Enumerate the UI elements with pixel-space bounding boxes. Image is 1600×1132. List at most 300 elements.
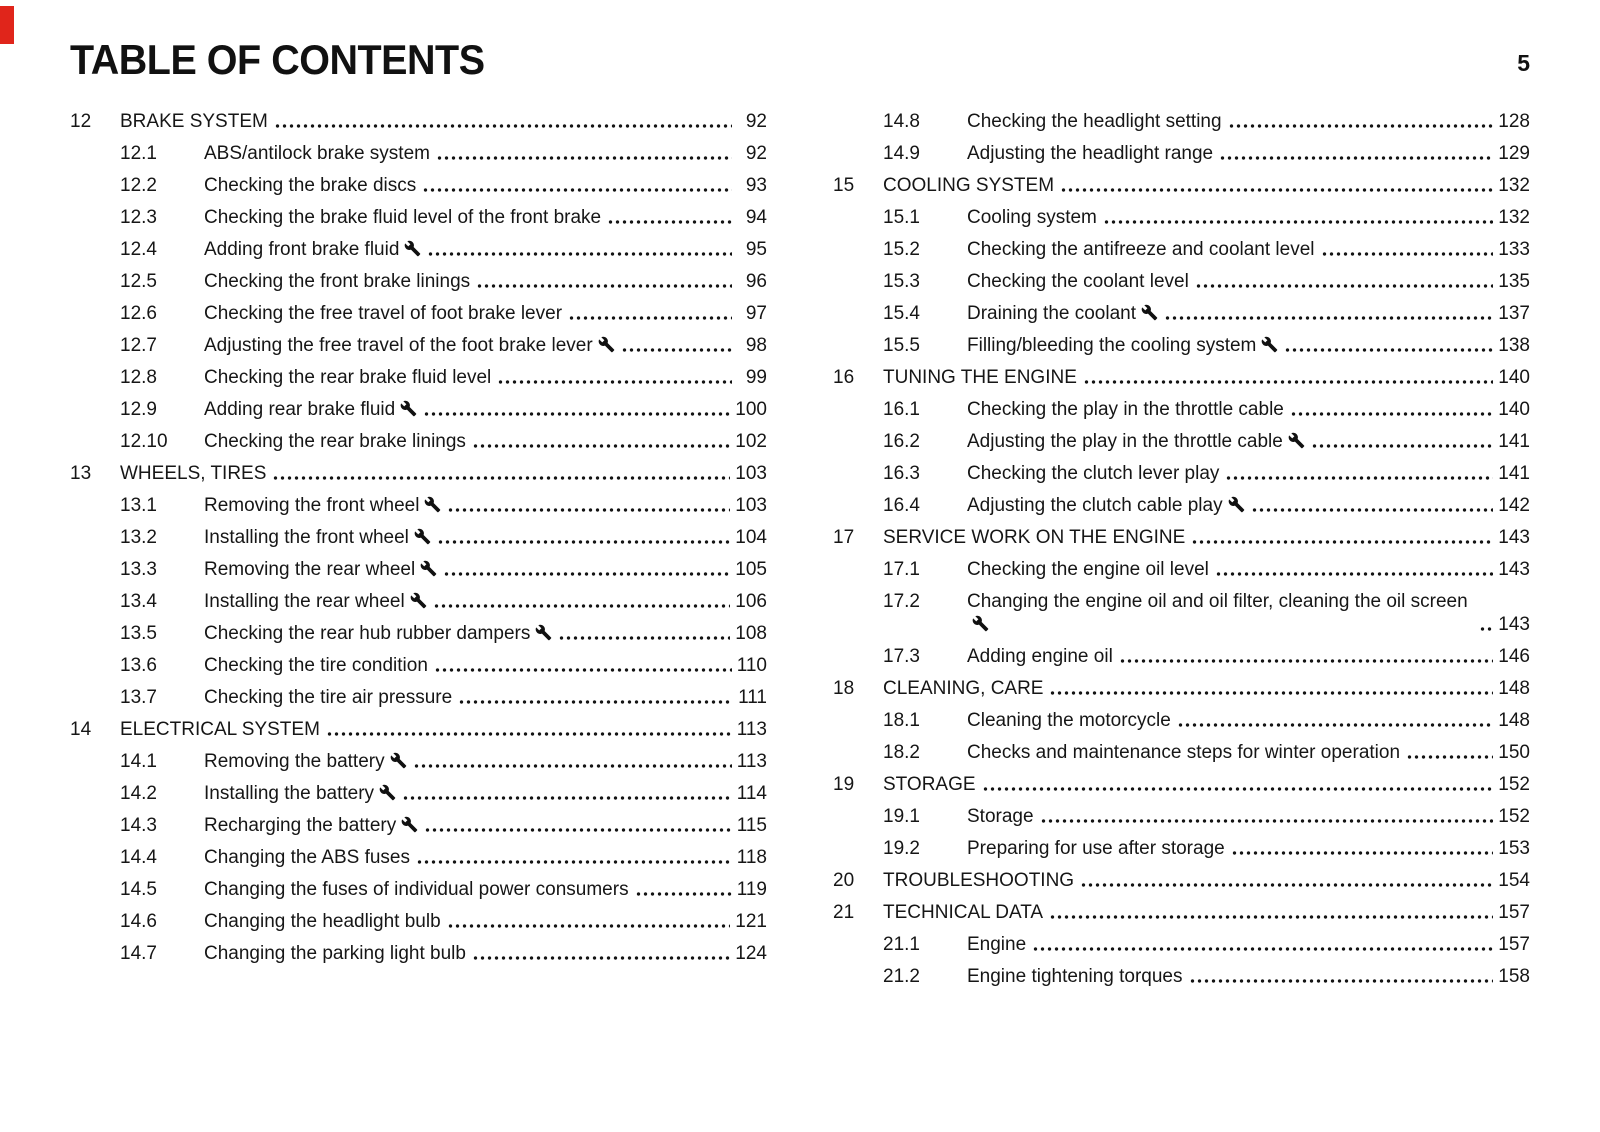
toc-leader-dots <box>476 283 732 289</box>
toc-entry-page: 92 <box>745 111 767 132</box>
toc-leader-dots <box>472 443 730 449</box>
wrench-icon <box>1261 336 1278 353</box>
toc-entry-title-text: COOLING SYSTEM <box>883 175 1055 196</box>
toc-leader-dots <box>433 603 731 609</box>
wrench-icon <box>598 336 615 353</box>
toc-entry-title <box>204 270 470 293</box>
toc-leader-dots <box>568 315 732 321</box>
toc-entry-title-text: Engine <box>967 934 1027 955</box>
toc-entry-page: 138 <box>1498 335 1530 356</box>
toc-entry-title-text: Changing the fuses of individual power consumers <box>204 879 629 900</box>
toc-entry-title <box>204 814 418 837</box>
toc-entry-page: 150 <box>1498 742 1530 763</box>
toc-leader-dots <box>274 123 732 129</box>
toc-entry-page: 152 <box>1498 774 1530 795</box>
toc-entry-title <box>204 590 427 613</box>
toc-leader-dots <box>1479 626 1493 632</box>
toc-row[interactable] <box>70 334 767 357</box>
toc-entry-title-text: Checking the play in the throttle cable <box>967 399 1284 420</box>
toc-entry-title <box>883 677 1043 700</box>
toc-entry-title-text: TECHNICAL DATA <box>883 902 1044 923</box>
toc-entry-page: 94 <box>745 207 767 228</box>
toc-entry-page: 115 <box>736 815 767 836</box>
toc-entry-title <box>967 494 1245 517</box>
toc-entry-title <box>883 901 1043 924</box>
toc-row[interactable] <box>70 814 767 837</box>
toc-entry-number: 13.3 <box>120 559 157 580</box>
toc-entry-page: 158 <box>1498 966 1530 987</box>
wrench-icon <box>535 624 552 641</box>
toc-row[interactable] <box>833 558 1530 581</box>
toc-leader-dots <box>1219 155 1493 161</box>
toc-entry-title <box>204 846 410 869</box>
toc-entry-title <box>204 302 562 325</box>
toc-entry-page: 141 <box>1498 431 1530 452</box>
toc-leader-dots <box>422 187 732 193</box>
toc-leader-dots <box>1215 571 1493 577</box>
toc-entry-title <box>967 430 1305 453</box>
toc-row[interactable] <box>833 901 1530 924</box>
toc-entry-page: 143 <box>1498 559 1530 580</box>
toc-leader-dots <box>1177 722 1493 728</box>
toc-row[interactable] <box>70 654 767 677</box>
toc-entry-page: 92 <box>745 143 767 164</box>
toc-entry-title-text: Checking the brake fluid level of the front brake <box>204 207 602 228</box>
toc-leader-dots <box>1406 754 1493 760</box>
toc-row[interactable] <box>70 238 767 261</box>
toc-entry-title-text: Checking the front brake linings <box>204 271 471 292</box>
toc-row[interactable] <box>70 430 767 453</box>
toc-entry-title-text: Installing the front wheel <box>204 527 409 548</box>
toc-entry-title-text: TROUBLESHOOTING <box>883 870 1075 891</box>
toc-row[interactable] <box>833 869 1530 892</box>
toc-entry-title <box>967 462 1219 485</box>
toc-entry-title <box>967 645 1113 668</box>
toc-entry-title <box>967 805 1034 828</box>
toc-entry-title <box>967 933 1026 956</box>
toc-leader-dots <box>437 539 730 545</box>
toc-entry-title-text: Checking the rear brake linings <box>204 431 466 452</box>
toc-entry-number: 13.4 <box>120 591 157 612</box>
toc-entry-page: 128 <box>1498 111 1530 132</box>
toc-entry-number: 12.2 <box>120 175 157 196</box>
toc-leader-dots <box>1083 379 1493 385</box>
toc-entry-title <box>967 741 1400 764</box>
toc-entry-title <box>204 398 417 421</box>
toc-entry-page: 114 <box>736 783 767 804</box>
wrench-icon <box>404 240 421 257</box>
toc-leader-dots <box>472 955 730 961</box>
toc-leader-dots <box>1284 347 1493 353</box>
toc-entry-number: 17 <box>833 527 855 548</box>
toc-entry-title-text: Cooling system <box>967 207 1097 228</box>
toc-row[interactable] <box>833 398 1530 421</box>
toc-leader-dots <box>1195 283 1493 289</box>
toc-entry-page: 129 <box>1498 143 1530 164</box>
toc-leader-dots <box>1311 443 1493 449</box>
toc-leader-dots <box>1251 507 1494 513</box>
toc-entry-title <box>204 206 601 229</box>
toc-row[interactable] <box>833 773 1530 796</box>
toc-entry-number: 12 <box>70 111 92 132</box>
toc-entry-title-text: Checking the brake discs <box>204 175 417 196</box>
toc-entry-number: 14.6 <box>120 911 157 932</box>
toc-entry-page: 157 <box>1498 934 1530 955</box>
toc-row[interactable] <box>833 965 1530 988</box>
toc-entry-title <box>120 462 266 485</box>
toc-entry-title-text: Checking the tire air pressure <box>204 687 453 708</box>
toc-row[interactable] <box>833 741 1530 764</box>
toc-entry-number: 12.4 <box>120 239 157 260</box>
toc-row[interactable] <box>833 110 1530 133</box>
toc-entry-title <box>967 965 1183 988</box>
toc-leader-dots <box>413 763 732 769</box>
toc-entry-page: 124 <box>735 943 767 964</box>
toc-leader-dots <box>621 347 732 353</box>
toc-entry-title <box>967 558 1209 581</box>
toc-entry-page: 106 <box>735 591 767 612</box>
toc-entry-page: 142 <box>1498 495 1530 516</box>
toc-row[interactable] <box>70 782 767 805</box>
toc-leader-dots <box>1040 818 1494 824</box>
toc-row[interactable] <box>70 846 767 869</box>
toc-entry-title <box>204 654 428 677</box>
toc-row[interactable] <box>70 622 767 645</box>
page-title: TABLE OF CONTENTS <box>70 36 485 83</box>
toc-row[interactable] <box>833 206 1530 229</box>
toc-entry-number: 12.7 <box>120 335 157 356</box>
toc-leader-dots <box>434 667 732 673</box>
toc-row[interactable] <box>833 142 1530 165</box>
page-header <box>70 36 1530 84</box>
toc-entry-title-text: Changing the ABS fuses <box>204 847 410 868</box>
toc-row[interactable] <box>70 686 767 709</box>
wrench-icon <box>1228 496 1245 513</box>
toc-row[interactable] <box>70 558 767 581</box>
toc-entry-title <box>883 366 1077 389</box>
toc-entry-page: 118 <box>736 847 767 868</box>
toc-entry-page: 105 <box>735 559 767 580</box>
toc-entry-title-text: Adjusting the headlight range <box>967 143 1214 164</box>
page-number: 5 <box>1517 50 1530 76</box>
wrench-icon <box>401 816 418 833</box>
toc-entry-title-text: WHEELS, TIRES <box>120 463 267 484</box>
toc-entry-title <box>204 142 430 165</box>
toc-entry-page: 113 <box>736 719 767 740</box>
toc-entry-number: 12.10 <box>120 431 168 452</box>
toc-row[interactable] <box>833 462 1530 485</box>
toc-entry-title <box>967 238 1315 261</box>
toc-entry-number: 14.7 <box>120 943 157 964</box>
toc-entry-title <box>883 526 1185 549</box>
wrench-icon <box>400 400 417 417</box>
toc-entry-title <box>204 174 416 197</box>
toc-entry-page: 143 <box>1498 527 1530 548</box>
toc-entry-title-text: SERVICE WORK ON THE ENGINE <box>883 527 1186 548</box>
toc-entry-number: 19 <box>833 774 855 795</box>
toc-entry-page: 132 <box>1498 207 1530 228</box>
toc-entry-title-text: Checking the antifreeze and coolant level <box>967 239 1315 260</box>
toc-entry-number: 20 <box>833 870 855 891</box>
wrench-icon <box>420 560 437 577</box>
toc-row[interactable] <box>70 270 767 293</box>
toc-row[interactable] <box>833 709 1530 732</box>
toc-entry-title-text: CLEANING, CARE <box>883 678 1044 699</box>
toc-entry-title-text: Filling/bleeding the cooling system <box>967 335 1257 356</box>
toc-entry-title <box>883 773 976 796</box>
toc-entry-title <box>204 366 491 389</box>
toc-entry-page: 148 <box>1498 710 1530 731</box>
toc-entry-page: 148 <box>1498 678 1530 699</box>
toc-entry-number: 18 <box>833 678 855 699</box>
toc-entry-page: 137 <box>1498 303 1530 324</box>
toc-entry-title-text: Recharging the battery <box>204 815 397 836</box>
toc-row[interactable] <box>70 366 767 389</box>
toc-entry-title-text: Changing the headlight bulb <box>204 911 441 932</box>
toc-entry-number: 14.9 <box>883 143 920 164</box>
toc-entry-number: 21 <box>833 902 855 923</box>
toc-row[interactable] <box>70 878 767 901</box>
toc-entry-number: 17.3 <box>883 646 920 667</box>
toc-entry-title-text: Removing the rear wheel <box>204 559 416 580</box>
toc-entry-title-text: Checking the engine oil level <box>967 559 1209 580</box>
toc-row[interactable] <box>70 750 767 773</box>
toc-row[interactable] <box>833 302 1530 325</box>
toc-entry-page: 113 <box>736 751 767 772</box>
toc-entry-number: 15.1 <box>883 207 920 228</box>
toc-leader-dots <box>1060 187 1493 193</box>
toc-row[interactable] <box>833 238 1530 261</box>
toc-row[interactable] <box>833 334 1530 357</box>
toc-entry-title-text: Storage <box>967 806 1034 827</box>
toc-entry-page: 146 <box>1498 646 1530 667</box>
toc-row[interactable] <box>833 933 1530 956</box>
toc-leader-dots <box>1228 123 1494 129</box>
toc-leader-dots <box>1080 882 1493 888</box>
toc-row[interactable] <box>833 645 1530 668</box>
toc-entry-page: 133 <box>1498 239 1530 260</box>
toc-entry-title <box>967 837 1225 860</box>
toc-entry-title <box>967 302 1158 325</box>
toc-row[interactable] <box>70 526 767 549</box>
toc-entry-page: 110 <box>736 655 767 676</box>
toc-entry-number: 13.1 <box>120 495 157 516</box>
toc-entry-page: 95 <box>745 239 767 260</box>
toc-entry-title <box>204 430 466 453</box>
toc-entry-title-text: Installing the battery <box>204 783 375 804</box>
toc-entry-title <box>204 622 552 645</box>
toc-entry-title-text: Adding front brake fluid <box>204 239 400 260</box>
toc-row[interactable] <box>70 462 767 485</box>
toc-leader-dots <box>1290 411 1493 417</box>
toc-row[interactable] <box>70 494 767 517</box>
toc-leader-dots <box>1164 315 1493 321</box>
toc-entry-number: 13 <box>70 463 92 484</box>
toc-entry-number: 21.2 <box>883 966 920 987</box>
toc-entry-title-text: Adding rear brake fluid <box>204 399 396 420</box>
toc-entry-title-text: BRAKE SYSTEM <box>120 111 268 132</box>
toc-entry-title-text: Adjusting the clutch cable play <box>967 495 1223 516</box>
toc-entry-page: 111 <box>738 687 767 708</box>
toc-entry-page: 140 <box>1498 367 1530 388</box>
toc-entry-title-text: Checking the headlight setting <box>967 111 1222 132</box>
toc-row[interactable] <box>833 174 1530 197</box>
toc-entry-title-text: ELECTRICAL SYSTEM <box>120 719 320 740</box>
toc-leader-dots <box>1321 251 1494 257</box>
toc-entry-number: 13.7 <box>120 687 157 708</box>
toc-entry-title-text: Removing the battery <box>204 751 385 772</box>
toc-entry-number: 12.5 <box>120 271 157 292</box>
toc-entry-page: 96 <box>745 271 767 292</box>
toc-entry-title <box>967 334 1278 357</box>
toc-entry-page: 103 <box>735 495 767 516</box>
toc-entry-title-text: Checking the free travel of foot brake lever <box>204 303 563 324</box>
toc-leader-dots <box>1191 539 1493 545</box>
toc-row[interactable] <box>833 837 1530 860</box>
toc-row[interactable] <box>70 590 767 613</box>
toc-entry-title <box>967 590 1473 636</box>
toc-row[interactable] <box>833 494 1530 517</box>
toc-leader-dots <box>982 786 1494 792</box>
toc-entry-number: 12.9 <box>120 399 157 420</box>
toc-entry-number: 17.1 <box>883 559 920 580</box>
toc-entry-title <box>120 718 320 741</box>
toc-row[interactable] <box>70 718 767 741</box>
toc-entry-number: 13.2 <box>120 527 157 548</box>
toc-entry-title-text: Preparing for use after storage <box>967 838 1225 859</box>
wrench-icon <box>410 592 427 609</box>
toc-entry-page: 140 <box>1498 399 1530 420</box>
toc-leader-dots <box>607 219 732 225</box>
toc-entry-title-text: Checking the tire condition <box>204 655 428 676</box>
toc-entry-title-text: Checking the coolant level <box>967 271 1189 292</box>
toc-entry-page: 98 <box>745 335 767 356</box>
toc-entry-title <box>204 750 407 773</box>
toc-entry-page: 135 <box>1498 271 1530 292</box>
toc-entry-number: 14.4 <box>120 847 157 868</box>
toc-leader-dots <box>635 891 732 897</box>
toc-leader-dots <box>1103 219 1493 225</box>
toc-row[interactable] <box>833 805 1530 828</box>
toc-leader-dots <box>447 923 731 929</box>
wrench-icon <box>972 615 989 632</box>
toc-entry-title-text: Removing the front wheel <box>204 495 420 516</box>
toc-entry-page: 132 <box>1498 175 1530 196</box>
toc-entry-title <box>204 878 629 901</box>
toc-entry-title <box>204 334 615 357</box>
toc-entry-page: 103 <box>735 463 767 484</box>
toc-entry-title-text: Checking the rear hub rubber dampers <box>204 623 531 644</box>
toc-entry-title-text: Adjusting the play in the throttle cable <box>967 431 1283 452</box>
toc-entry-title <box>204 558 437 581</box>
toc-row[interactable] <box>833 270 1530 293</box>
toc-entry-title <box>120 110 268 133</box>
toc-row[interactable] <box>833 430 1530 453</box>
toc-entry-title-text: Adding engine oil <box>967 646 1113 667</box>
toc-entry-title <box>883 869 1074 892</box>
toc-row[interactable] <box>833 590 1530 636</box>
toc-entry-page: 153 <box>1498 838 1530 859</box>
toc-entry-number: 16.4 <box>883 495 920 516</box>
toc-entry-title <box>967 398 1284 421</box>
toc-entry-number: 13.5 <box>120 623 157 644</box>
toc-entry-page: 141 <box>1498 463 1530 484</box>
toc-entry-title <box>883 174 1054 197</box>
toc-entry-title-text: Checking the clutch lever play <box>967 463 1220 484</box>
toc-entry-number: 12.6 <box>120 303 157 324</box>
toc-entry-number: 15.4 <box>883 303 920 324</box>
toc-entry-number: 16.1 <box>883 399 920 420</box>
toc-entry-number: 14 <box>70 719 92 740</box>
toc-entry-number: 14.1 <box>120 751 157 772</box>
toc-row[interactable] <box>70 174 767 197</box>
toc-entry-page: 108 <box>735 623 767 644</box>
toc-entry-title-text: Engine tightening torques <box>967 966 1183 987</box>
toc-entry-title <box>967 709 1171 732</box>
toc-entry-number: 16.3 <box>883 463 920 484</box>
toc-row[interactable] <box>70 910 767 933</box>
toc-entry-title <box>204 942 466 965</box>
toc-entry-number: 15.5 <box>883 335 920 356</box>
toc-entry-title-text: ABS/antilock brake system <box>204 143 430 164</box>
toc-entry-number: 12.8 <box>120 367 157 388</box>
toc-entry-number: 19.1 <box>883 806 920 827</box>
toc-entry-page: 152 <box>1498 806 1530 827</box>
toc-row[interactable] <box>833 366 1530 389</box>
toc-entry-page: 102 <box>735 431 767 452</box>
toc-entry-title <box>204 494 441 517</box>
toc-entry-title-text: Checking the rear brake fluid level <box>204 367 492 388</box>
toc-row[interactable] <box>833 526 1530 549</box>
toc-leader-dots <box>402 795 732 801</box>
toc-entry-title-text: STORAGE <box>883 774 976 795</box>
wrench-icon <box>424 496 441 513</box>
toc-entry-page: 93 <box>745 175 767 196</box>
toc-entry-title <box>967 142 1213 165</box>
toc-row[interactable] <box>70 302 767 325</box>
toc-row[interactable] <box>70 206 767 229</box>
toc-leader-dots <box>458 699 732 705</box>
toc-row[interactable] <box>833 677 1530 700</box>
toc-leader-dots <box>497 379 732 385</box>
toc-row[interactable] <box>70 142 767 165</box>
wrench-icon <box>379 784 396 801</box>
toc-leader-dots <box>447 507 730 513</box>
toc-entry-number: 14.3 <box>120 815 157 836</box>
toc-entry-title <box>204 686 452 709</box>
toc-row[interactable] <box>70 942 767 965</box>
toc-row[interactable] <box>70 110 767 133</box>
toc-entry-page: 157 <box>1498 902 1530 923</box>
toc-leader-dots <box>1119 658 1494 664</box>
toc-entry-title-text: Draining the coolant <box>967 303 1136 324</box>
toc-columns <box>70 110 1530 997</box>
toc-entry-number: 18.2 <box>883 742 920 763</box>
toc-leader-dots <box>1032 946 1493 952</box>
toc-entry-title-text: Changing the parking light bulb <box>204 943 466 964</box>
toc-entry-number: 15 <box>833 175 855 196</box>
toc-entry-title <box>967 206 1097 229</box>
toc-entry-page: 97 <box>745 303 767 324</box>
toc-leader-dots <box>443 571 730 577</box>
toc-entry-title-text: TUNING THE ENGINE <box>883 367 1077 388</box>
toc-entry-number: 12.1 <box>120 143 157 164</box>
toc-entry-title <box>204 782 396 805</box>
toc-leader-dots <box>1189 978 1494 984</box>
toc-leader-dots <box>436 155 732 161</box>
toc-entry-page: 100 <box>735 399 767 420</box>
toc-row[interactable] <box>70 398 767 421</box>
